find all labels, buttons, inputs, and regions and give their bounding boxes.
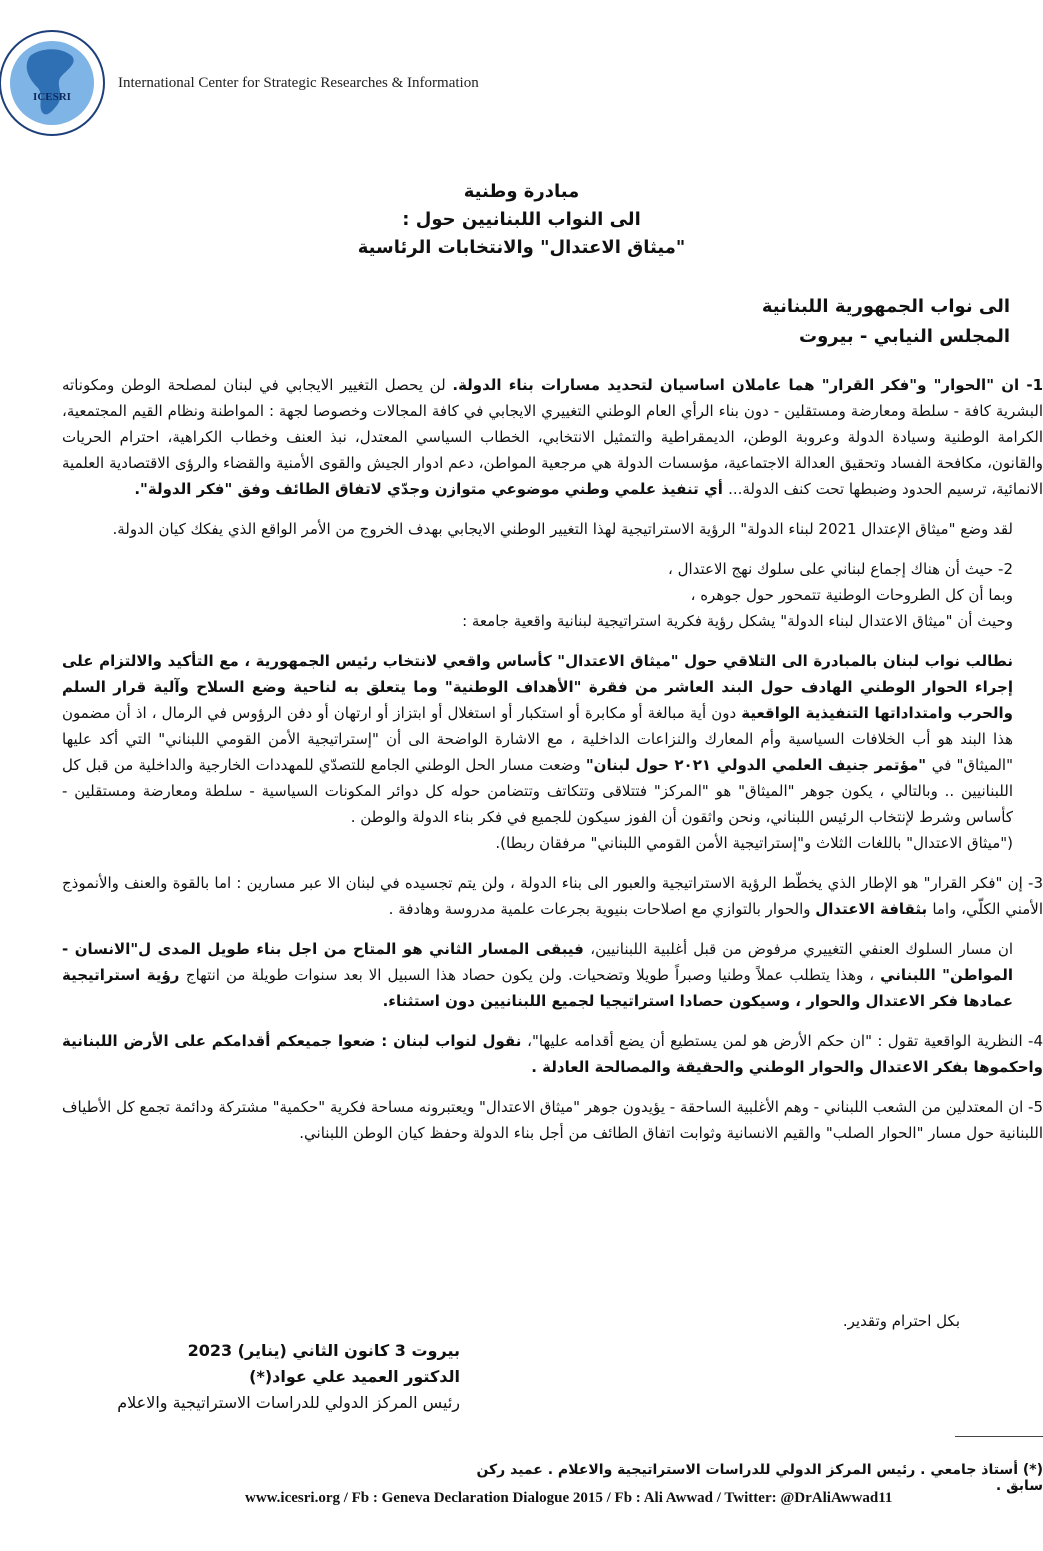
- section-4-text: 4- النظرية الواقعية تقول : "ان حكم الأرض هو لمن يستطيع أن يضع أقدامه عليها"،: [527, 1032, 1043, 1050]
- signature-date: بيروت 3 كانون الثاني (يناير) 2023: [187, 1341, 460, 1360]
- section-3-p2-text: ان مسار السلوك العنفي التغييري مرفوض من قبل أغلبية اللبنانيين،: [590, 940, 1013, 958]
- section-2-conference: "مؤتمر جنيف العلمي الدولي ٢٠٢١ حول لبنان": [585, 756, 932, 774]
- section-1: [62, 372, 1043, 502]
- section-2-line-2: وبما أن كل الطروحات الوطنية تتمحور حول جوهره ،: [690, 586, 1013, 604]
- section-4: [62, 1028, 1043, 1080]
- section-2-attachment-note: ("ميثاق الاعتدال" باللغات الثلاث و"إستراتيجية الأمن القومي اللبناني" مرفقان ربطا).: [495, 834, 1013, 852]
- section-3-p2-bold-2: رؤية استراتيجية عمادها فكر الاعتدال والحوار ، وسيكون حصادا استراتيجيا لجميع اللبنانيين دون استثناء.: [62, 966, 1013, 1010]
- title-line-3: "ميثاق الاعتدال" والانتخابات الرئاسية: [357, 237, 686, 258]
- section-1-conclusion: أي تنفيذ علمي وطني موضوعي متوازن وجدّي لاتفاق الطائف وفق "فكر الدولة".: [134, 480, 729, 498]
- footnote-divider: [955, 1436, 1043, 1437]
- signature-block: [60, 1338, 460, 1416]
- section-3: [62, 870, 1043, 922]
- section-3-p2-text-2: ، وهذا يتطلب عملاً وطنيا وصبراً طويلا وتضحيات. ولن يكون حصاد هذا السبيل الا بعد سنوات طويلة من انتهاج: [185, 966, 881, 984]
- section-2-line-1: 2- حيث أن هناك إجماع لبناني على سلوك نهج الاعتدال ،: [667, 560, 1013, 578]
- footer-links: www.icesri.org / Fb : Geneva Declaration Dialogue 2015 / Fb : Ali Awwad / Twitter: @DrAliAwwad11: [245, 1490, 893, 1506]
- signature-role: رئيس المركز الدولي للدراسات الاستراتيجية والاعلام: [117, 1393, 460, 1412]
- section-2-demand-text: دون أية مبالغة أو مكابرة أو استكبار أو استغلال أو ابتزاز أو ارتهان أو دفن الرؤوس في الرمال ، اذ أن مضمون هذا البند هو أب الخلافات السياسية وأم المعارك والنزاعات الداخلية ، مع الاشارة الواضحة الى أن "إستراتيجية الأمن القومي اللبناني" التي أكد عليها "الميثاق" في: [62, 704, 1013, 774]
- title-line-2: الى النواب اللبنانيين حول :: [402, 209, 641, 230]
- section-5: 5- ان المعتدلين من الشعب اللبناني - وهم الأغلبية الساحقة - يؤيدون جوهر "ميثاق الاعتدال" ويعتبرونه مساحة فكرية "حكمية" مشتركة ودائمة تجمع كل الأطياف اللبنانية حول مسار "الحوار الصلب" والقيم الانسانية وثوابت اتفاق الطائف من أجل بناء الدولة وحفظ كيان الوطن اللبناني.: [62, 1098, 1043, 1142]
- section-2-list: [62, 556, 1043, 634]
- section-3-p2-bold: فيبقى المسار الثاني هو المتاح من اجل بناء طويل المدى ل"الانسان - المواطن" اللبناني: [62, 940, 1013, 984]
- document-title: [0, 178, 1043, 262]
- section-2-demand-text-2: وضعت مسار الحل الوطني الجامع للتصدّي للمهددات الخارجية والداخلية من قبل كل اللبنانيين .. وبالتالي ، يكون جوهر "الميثاق" هو "المركز" فتتلاقى وتتكاتف وتتضامن حوله كل دوائر المكونات السياسية - سلطة ومعارضة ومستقلين - كأساس وشرط لإنتخاب الرئيس اللبناني، ونحن واثقون أن الفوز سيكون للجميع في فكر بناء الدولة والوطن .: [62, 756, 1013, 826]
- title-line-1: مبادرة وطنية: [463, 181, 580, 202]
- section-2-demand-bold: نطالب نواب لبنان بالمبادرة الى التلاقي حول "ميثاق الاعتدال" كأساس واقعي لانتخاب رئيس الجمهورية ، مع التأكيد والالتزام على إجراء الحوار الوطني الهادف حول البند العاشر من فقرة "الأهداف الوطنية" وما يتعلق به لناحية وضع السلاح وآلية قرار السلم والحرب وامتداداتها التنفيذية الواقعية: [62, 652, 1013, 722]
- center-name: International Center for Strategic Researches & Information: [118, 75, 479, 91]
- section-3-text-2: والحوار بالتوازي مع اصلاحات بنيوية بجرعات علمية مدروسة وهادفة .: [388, 900, 816, 918]
- section-2-line-3: وحيث أن "ميثاق الاعتدال لبناء الدولة" يشكل رؤية فكرية استراتيجية لبنانية واقعية جامعة :: [462, 612, 1013, 630]
- address-line-2: المجلس النيابي - بيروت: [799, 326, 1010, 347]
- section-3-text: 3- إن "فكر القرار" هو الإطار الذي يخطّط الرؤية الاستراتيجية والعبور الى بناء الدولة ، ولن يتم تجسيده في لبنان الا عبر مسارين : اما بالقوة والعنف والأنموذج الأمني الكلّي، واما: [62, 874, 1043, 918]
- section-3-bold: بثقافة الاعتدال: [815, 900, 933, 918]
- address-line-1: الى نواب الجمهورية اللبنانية: [761, 296, 1010, 317]
- section-1-lead: 1- ان "الحوار" و"فكر القرار" هما عاملان اساسيان لتحديد مسارات بناء الدولة.: [452, 376, 1043, 394]
- svg-text:ICESRI: ICESRI: [33, 91, 71, 103]
- section-3-paragraph-2: [62, 936, 1043, 1014]
- closing-salutation: بكل احترام وتقدير.: [842, 1312, 960, 1330]
- icesri-logo: [0, 8, 112, 153]
- section-1-paragraph-2: لقد وضع "ميثاق الإعتدال 2021 لبناء الدولة" الرؤية الاستراتيجية لهذا التغيير الوطني الايجابي بهدف الخروج من الأمر الواقع الذي يفكك كيان الدولة.: [112, 520, 1013, 538]
- section-1-text: لن يحصل التغيير الايجابي في لبنان لمصلحة الوطن ومكوناته البشرية كافة - سلطة ومعارضة ومستقلين - دون بناء الرأي العام الوطني التغييري الايجابي في كافة المجالات وخصوصا لجهة : المواطنة ونظام القيم المجتمعية، الكرامة الوطنية وسيادة الدولة وعروبة الوطن، الديمقراطية والتمثيل الانتخابي، الخطاب السياسي المعتدل، نبذ العنف وخطاب الكراهية، احترام الحريات والقانون، مكافحة الفساد وتحقيق العدالة الاجتماعية، مؤسسات الدولة هي مرجعية المواطن، دعم ادوار الجيش والقوى الأمنية والقضاء والرؤى الاقتصادية العلمية الانمائية، ترسيم الحدود وضبطها تحت كنف الدولة...: [62, 376, 1043, 498]
- letterhead: [0, 0, 1043, 160]
- section-2-demand: [62, 648, 1043, 856]
- section-4-bold: نقول لنواب لبنان : ضعوا جميعكم أقدامكم على الأرض اللبنانية واحكموها بفكر الاعتدال والحوار الوطني والحقيقة والمصالحة العادلة .: [62, 1032, 1043, 1076]
- letter-body: [62, 372, 1043, 1160]
- signature-name: الدكتور العميد علي عواد(*): [249, 1367, 460, 1386]
- recipient-address: [510, 292, 1010, 352]
- footnote: (*) أستاذ جامعي . رئيس المركز الدولي للدراسات الاستراتيجية والاعلام . عميد ركن سابق .: [476, 1462, 1043, 1494]
